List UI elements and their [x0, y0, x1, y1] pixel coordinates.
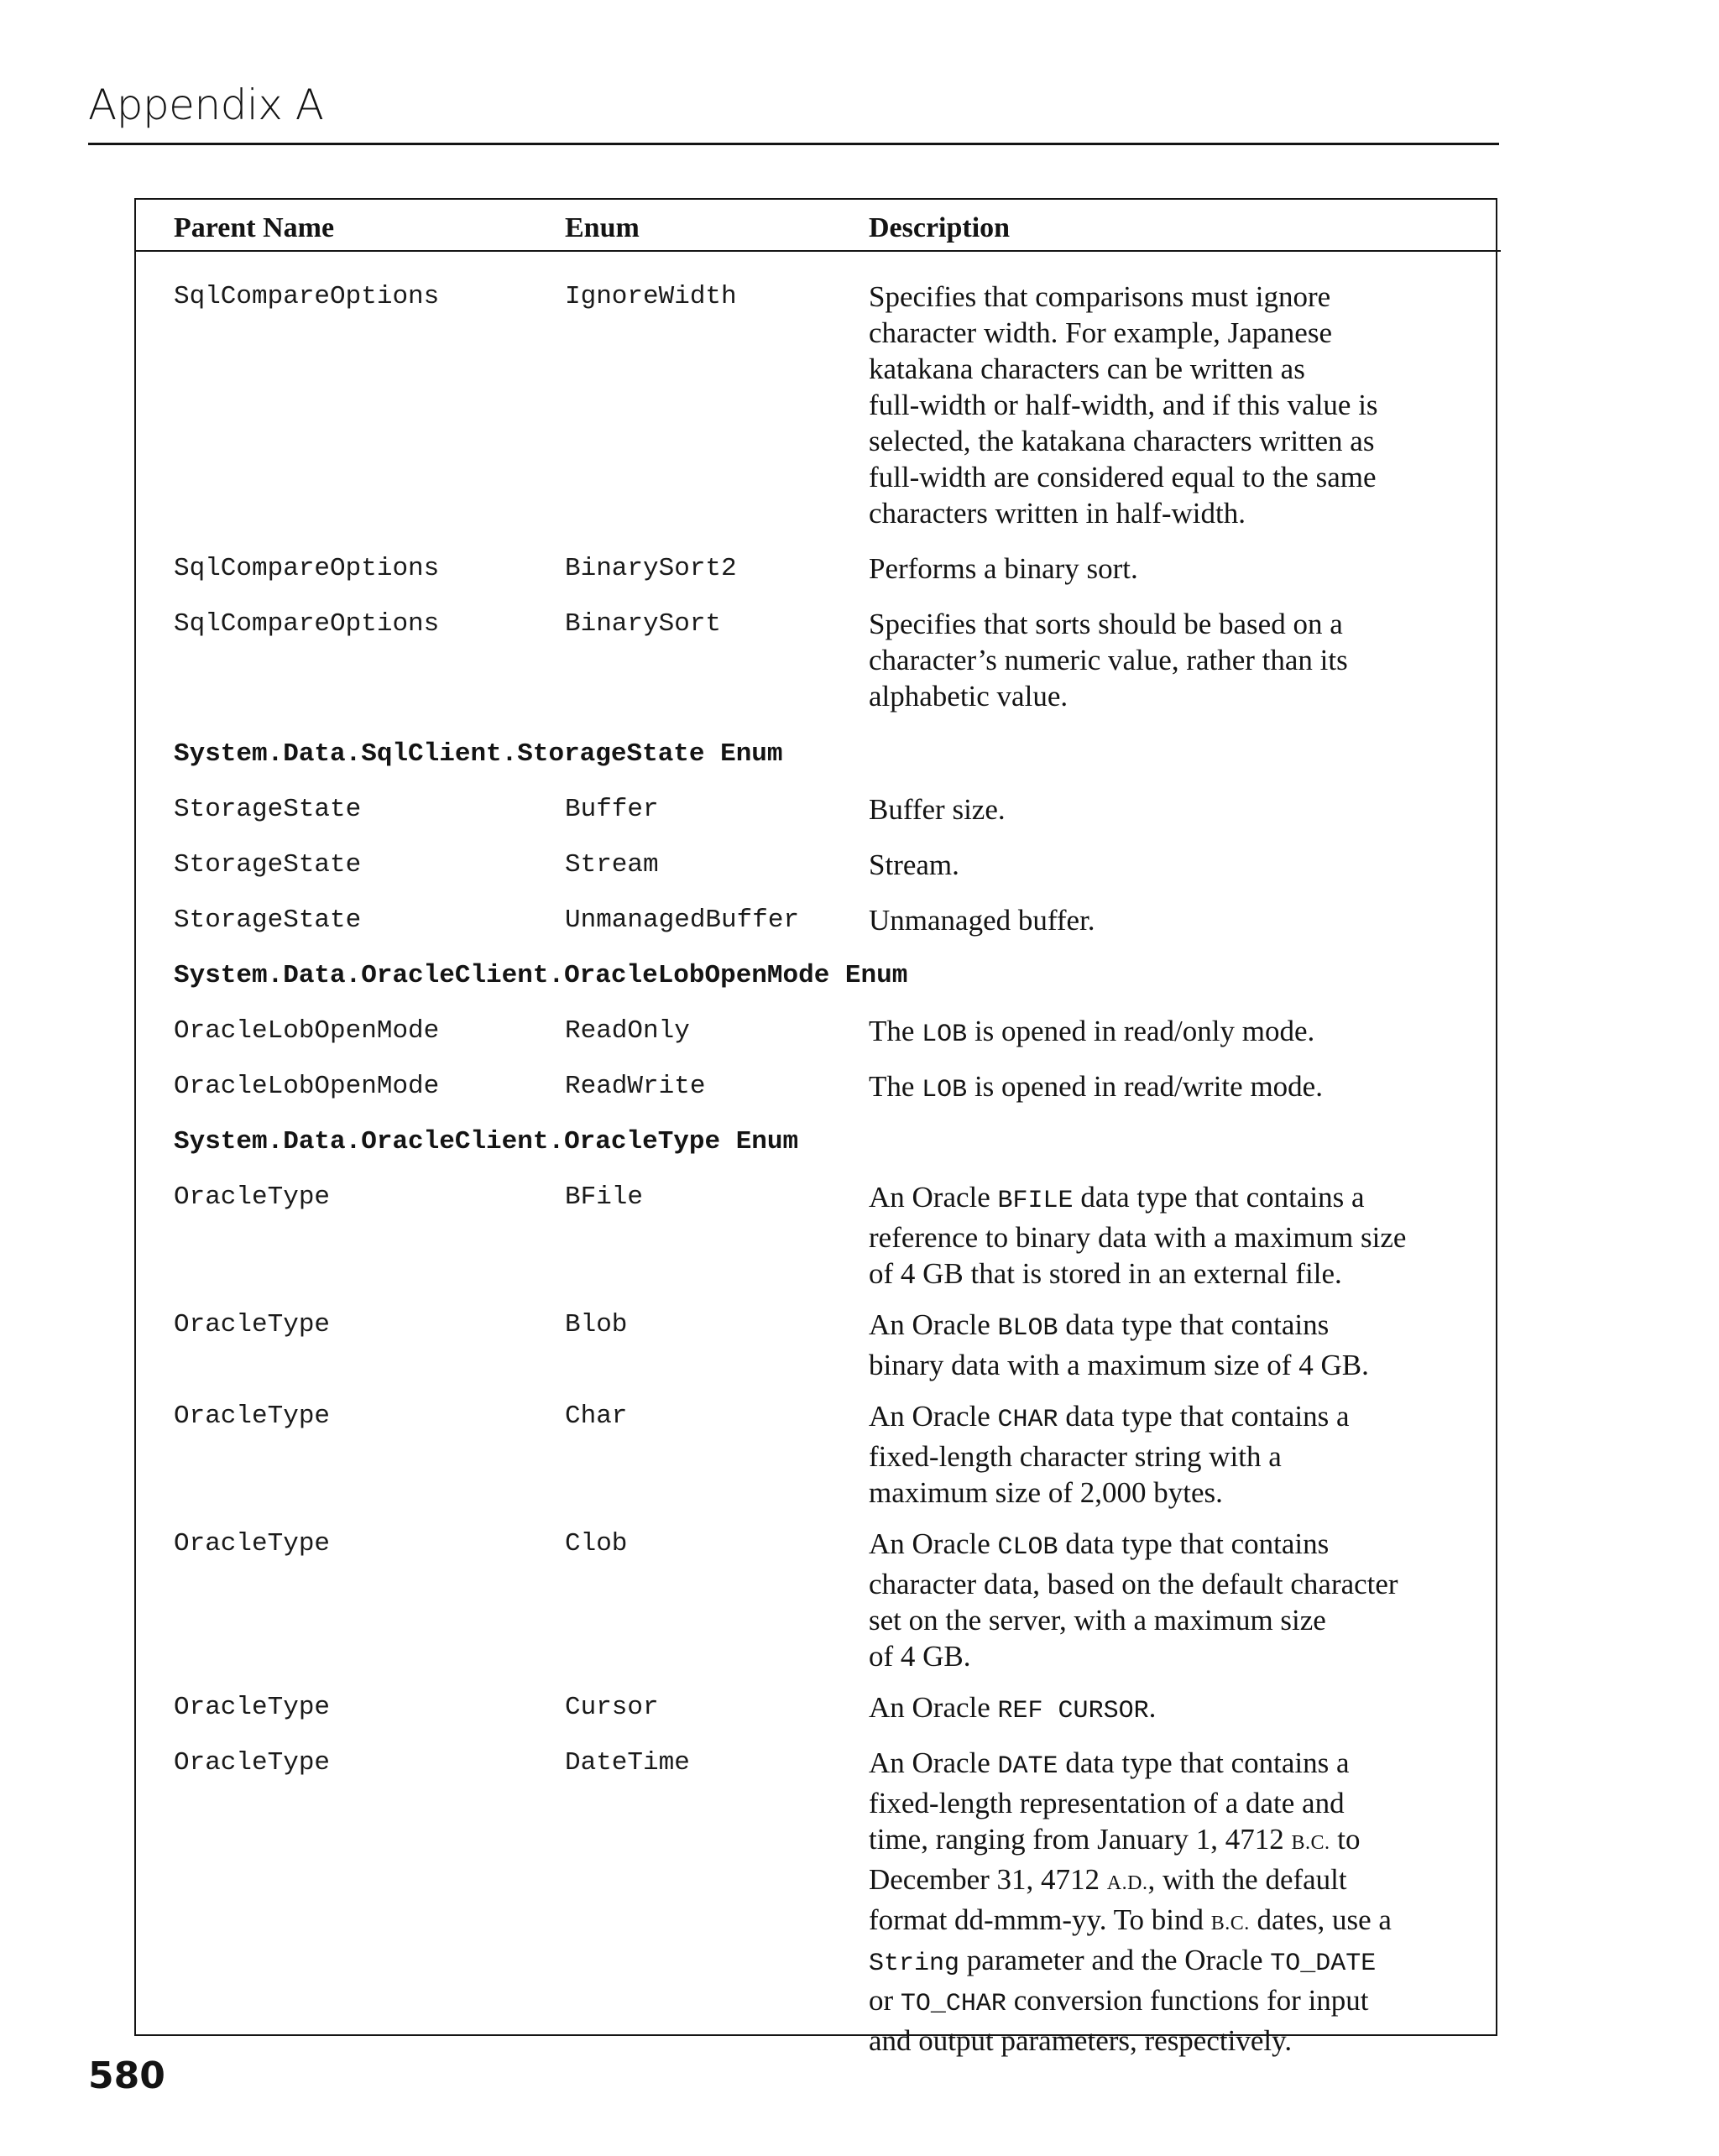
parent-name-cell: OracleLobOpenMode	[174, 1072, 440, 1101]
description-cell: Unmanaged buffer.	[869, 904, 1095, 937]
description-cell: Specifies that comparisons must ignore character width. For example, Japanese katakana characters can be written as full-width or half-width, and if this value is selected, the katakana characters written as full-width are considered equal to the same characters written in half-width.	[869, 280, 1378, 530]
description-cell: An Oracle BFILE data type that contains a reference to binary data with a maximum size of 4 GB that is stored in an external file.	[869, 1181, 1407, 1290]
enum-cell: ReadOnly	[565, 1016, 690, 1046]
description-cell: An Oracle REF CURSOR.	[869, 1691, 1157, 1725]
column-header-enum: Enum	[565, 212, 640, 243]
enum-cell: Buffer	[565, 795, 659, 824]
parent-name-cell: StorageState	[174, 906, 362, 935]
parent-name-cell: SqlCompareOptions	[174, 554, 440, 583]
description-cell: The LOB is opened in read/only mode.	[869, 1015, 1315, 1049]
enum-cell: Char	[565, 1402, 628, 1431]
header-row-rule	[136, 250, 1501, 252]
description-cell: An Oracle CLOB data type that contains character data, based on the default character set on the server, with a maximum size of 4 GB.	[869, 1527, 1398, 1673]
enum-cell: UnmanagedBuffer	[565, 906, 800, 935]
description-cell: An Oracle BLOB data type that contains binary data with a maximum size of 4 GB.	[869, 1308, 1369, 1381]
parent-name-cell: OracleType	[174, 1693, 331, 1722]
parent-name-cell: OracleType	[174, 1748, 331, 1778]
description-cell: Stream.	[869, 848, 959, 881]
parent-name-cell: OracleType	[174, 1529, 331, 1558]
header-rule	[88, 143, 1499, 145]
parent-name-cell: OracleType	[174, 1310, 331, 1339]
enum-cell: Blob	[565, 1310, 628, 1339]
parent-name-cell: StorageState	[174, 795, 362, 824]
enum-cell: DateTime	[565, 1748, 690, 1778]
description-cell: Performs a binary sort.	[869, 552, 1138, 585]
parent-name-cell: SqlCompareOptions	[174, 282, 440, 311]
description-cell: The LOB is opened in read/write mode.	[869, 1070, 1323, 1104]
enum-cell: BinarySort2	[565, 554, 737, 583]
description-cell: Buffer size.	[869, 793, 1006, 826]
description-cell: An Oracle DATE data type that contains a fixed-length representation of a date and time, ranging from January 1, 4712 B.C. to December 31, 4712 A.D., with the default format dd-mmm-yy. To bind B.C. dates, use a String parameter and the Oracle TO_DATE or TO_CHAR conversion functions for input and output parameters, respectively.	[869, 1746, 1392, 2057]
enum-cell: Clob	[565, 1529, 628, 1558]
parent-name-cell: OracleType	[174, 1402, 331, 1431]
column-header-description: Description	[869, 212, 1011, 243]
column-header-parent-name: Parent Name	[174, 212, 335, 243]
section-heading-oracle-type: System.Data.OracleClient.OracleType Enum	[174, 1127, 799, 1156]
parent-name-cell: OracleType	[174, 1182, 331, 1212]
description-cell: Specifies that sorts should be based on a character’s numeric value, rather than its alphabetic value.	[869, 608, 1348, 713]
enum-cell: Stream	[565, 850, 659, 880]
description-cell: An Oracle CHAR data type that contains a fixed-length character string with a maximum size of 2,000 bytes.	[869, 1400, 1350, 1509]
enum-cell: ReadWrite	[565, 1072, 706, 1101]
section-heading-storage-state: System.Data.SqlClient.StorageState Enum	[174, 739, 783, 769]
enum-cell: Cursor	[565, 1693, 659, 1722]
section-heading-oracle-lob-open-mode: System.Data.OracleClient.OracleLobOpenMode Enum	[174, 961, 908, 990]
page-number: 580	[88, 2054, 165, 2097]
page-header-title: Appendix A	[88, 81, 324, 129]
enum-cell: BFile	[565, 1182, 644, 1212]
parent-name-cell: StorageState	[174, 850, 362, 880]
enum-cell: BinarySort	[565, 609, 722, 639]
parent-name-cell: SqlCompareOptions	[174, 609, 440, 639]
parent-name-cell: OracleLobOpenMode	[174, 1016, 440, 1046]
enum-cell: IgnoreWidth	[565, 282, 737, 311]
